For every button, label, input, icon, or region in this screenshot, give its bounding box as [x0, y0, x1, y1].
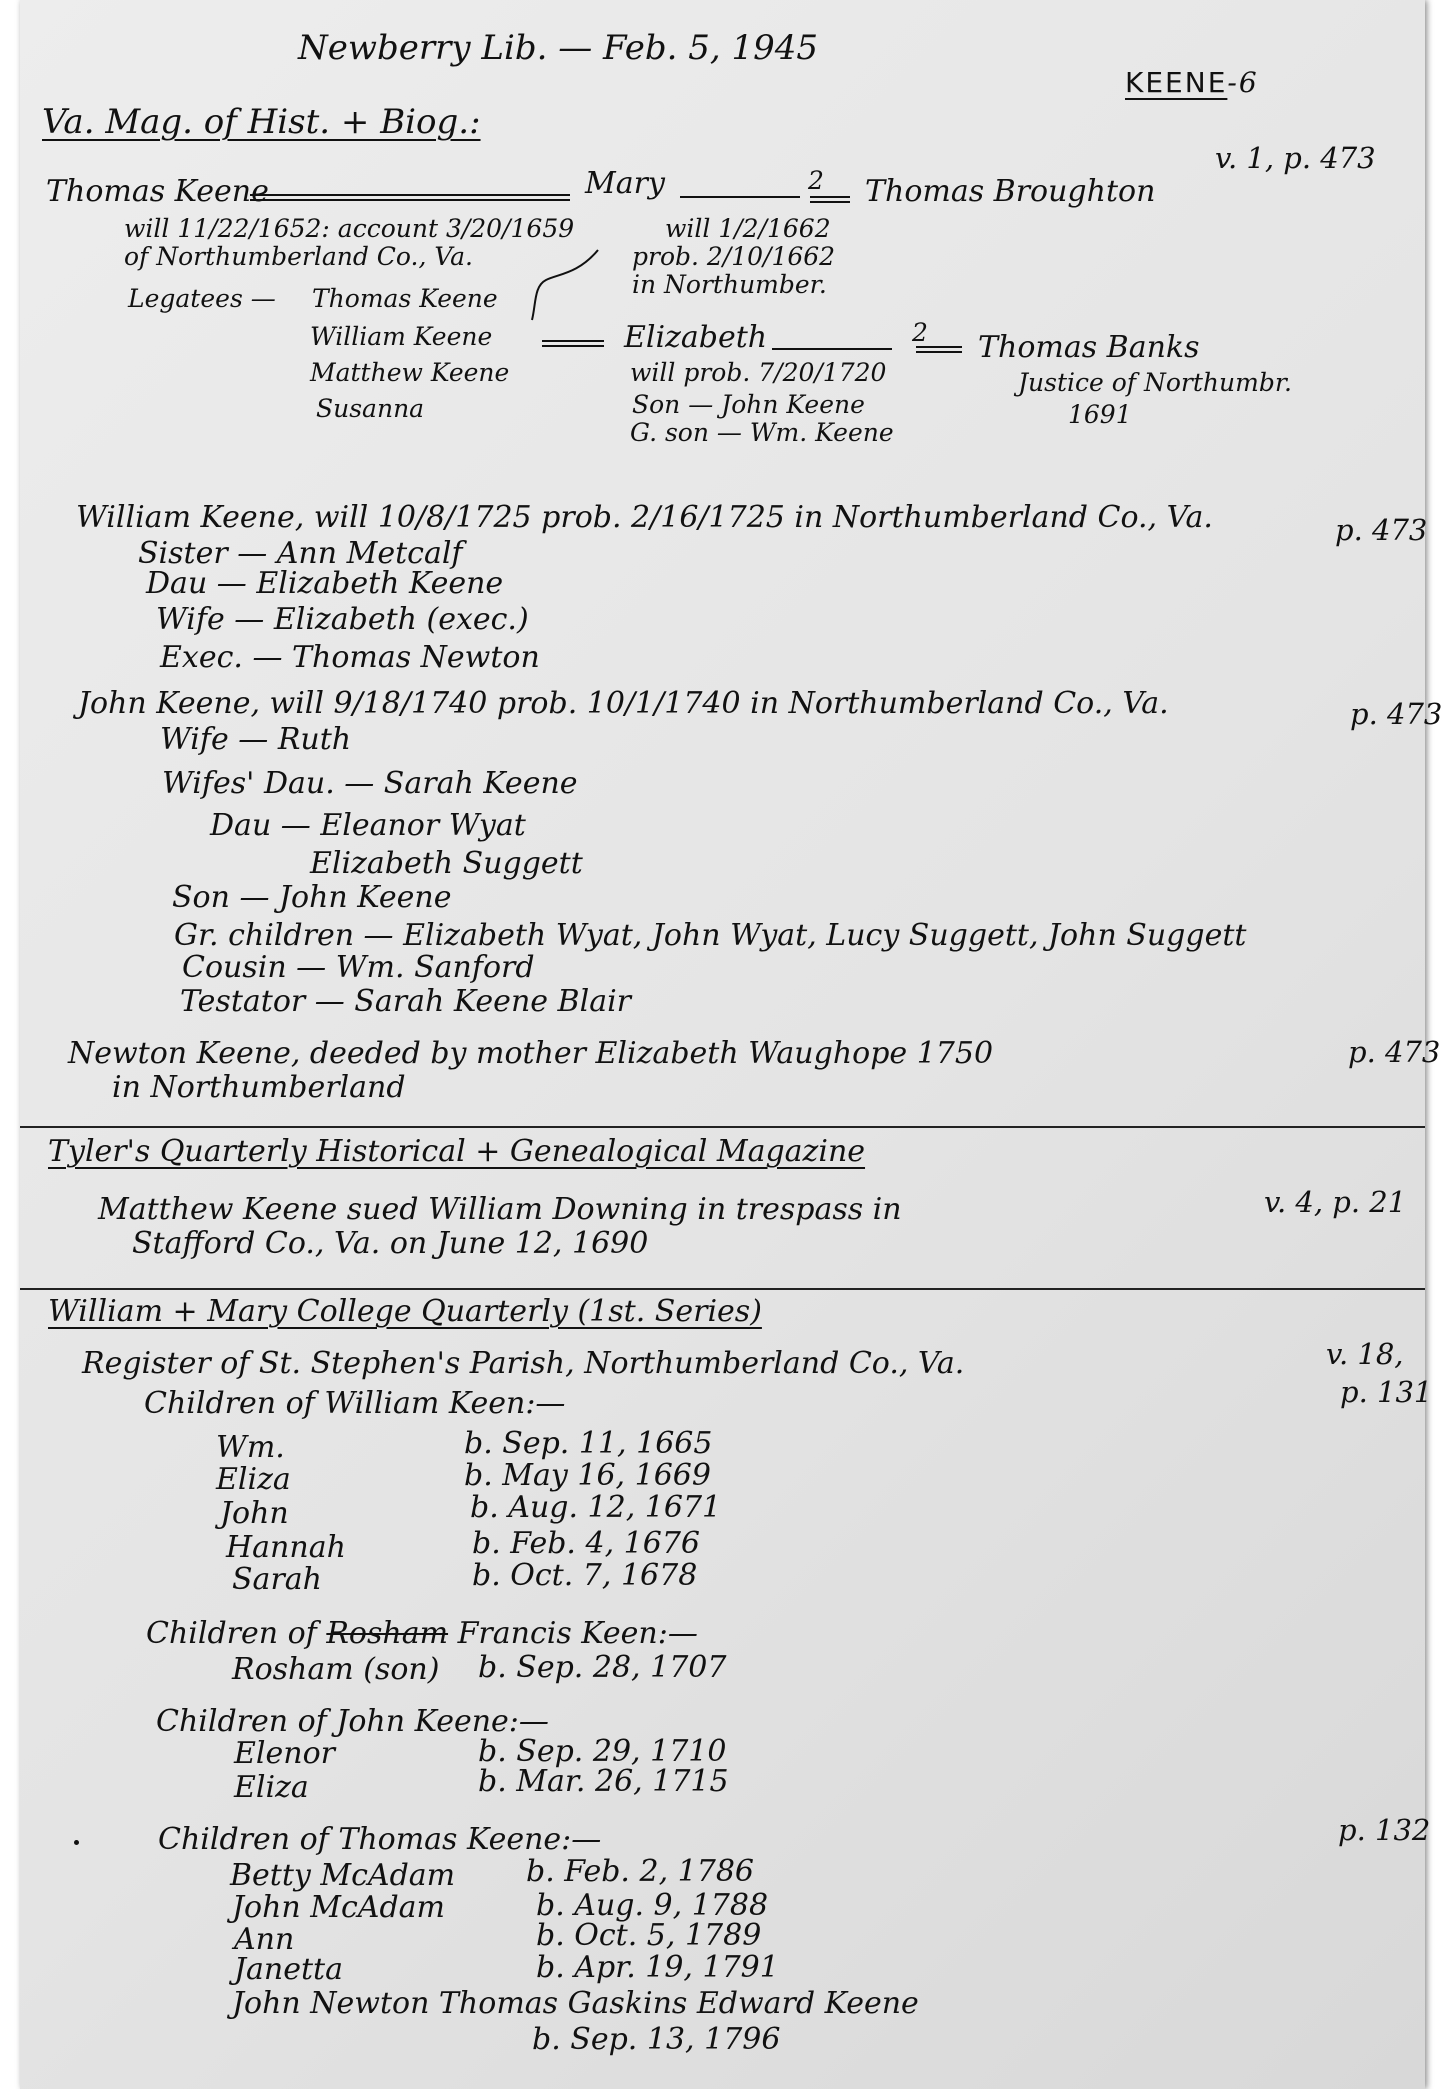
child-name: Rosham (son) — [232, 1652, 440, 1687]
john-item-wifes-dau: Wifes' Dau. — Sarah Keene — [162, 766, 578, 801]
child-date: b. Mar. 26, 1715 — [478, 1764, 729, 1799]
group-label-francis — [146, 1616, 698, 1652]
elizabeth-will: will prob. 7/20/1720 — [630, 358, 887, 387]
child-name: John — [220, 1496, 289, 1531]
child-date: b. Oct. 7, 1678 — [472, 1558, 698, 1593]
mary: Mary — [585, 166, 665, 201]
section-heading-wmq — [48, 1294, 762, 1330]
john-entry: John Keene, will 9/18/1740 prob. 10/1/1740 in Northumberland Co., Va. — [78, 686, 1169, 721]
ref-vmhb: v. 1, p. 473 — [1215, 141, 1376, 175]
ref-wmq-page: p. 131 — [1340, 1375, 1433, 1409]
margin-dot — [74, 1840, 79, 1845]
newton-entry-2: in Northumberland — [112, 1070, 406, 1105]
thomas-county: of Northumberland Co., Va. — [124, 242, 473, 271]
legatee-thomas: Thomas Keene — [312, 284, 498, 313]
group-label-william: Children of William Keen:— — [144, 1386, 566, 1421]
section-heading-vmhb — [42, 104, 481, 140]
child-name: Eliza — [234, 1770, 309, 1805]
child-name: Hannah — [226, 1530, 346, 1565]
john-item-dau-2: Elizabeth Suggett — [310, 846, 583, 881]
ref-john: p. 473 — [1350, 697, 1443, 731]
william-item-dau: Dau — Elizabeth Keene — [146, 566, 504, 601]
john-item-testator: Testator — Sarah Keene Blair — [180, 984, 632, 1019]
tylers-line-2: Stafford Co., Va. on June 12, 1690 — [132, 1226, 649, 1261]
child-name: John McAdam — [232, 1890, 445, 1925]
child-date: b. Sep. 28, 1707 — [478, 1650, 727, 1685]
group-label-john: Children of John Keene:— — [156, 1704, 549, 1739]
child-name: Sarah — [232, 1562, 322, 1597]
ref-wmq-vol: v. 18, — [1326, 1337, 1404, 1371]
mary-blank-line — [680, 196, 800, 198]
divider-2 — [20, 1288, 1425, 1290]
document-page — [20, 0, 1443, 2089]
marriage-line-elizabeth-banks — [916, 346, 962, 348]
marriage-line-mary-broughton — [810, 196, 850, 198]
marriage-line-william-elizabeth — [542, 340, 604, 342]
ref-william: p. 473 — [1335, 513, 1428, 547]
newton-entry: Newton Keene, deeded by mother Elizabeth Waughope 1750 — [68, 1036, 994, 1071]
wmq-register: Register of St. Stephen's Parish, Northumberland Co., Va. — [82, 1346, 965, 1381]
thomas-banks: Thomas Banks — [978, 330, 1200, 365]
child-date: b. Aug. 9, 1788 — [536, 1888, 769, 1923]
group-label-thomas: Children of Thomas Keene:— — [158, 1822, 602, 1857]
child-name: Janetta — [234, 1952, 343, 1987]
thomas-broughton: Thomas Broughton — [865, 174, 1156, 209]
mary-place: in Northumber. — [632, 270, 827, 299]
legatees-label: Legatees — — [128, 284, 276, 313]
tylers-heading-text: Tyler's Quarterly Historical + Genealogical Magazine — [48, 1134, 866, 1169]
william-item-sister: Sister — Ann Metcalf — [138, 536, 463, 571]
legatees-brace — [518, 244, 608, 324]
child-name: Eliza — [216, 1462, 291, 1497]
wmq-heading-text: William + Mary College Quarterly (1st. Series) — [48, 1294, 762, 1329]
mary-will: will 1/2/1662 — [665, 214, 831, 243]
banks-justice: Justice of Northumbr. — [1018, 368, 1292, 397]
divider-1 — [20, 1126, 1425, 1128]
child-date: b. May 16, 1669 — [464, 1458, 711, 1493]
surname-label — [1125, 66, 1259, 99]
elizabeth-son: Son — John Keene — [632, 390, 865, 419]
marriage-number-elizabeth: 2 — [912, 318, 928, 347]
marriage-number-mary: 2 — [808, 166, 824, 195]
marriage-line-thomas-mary — [250, 194, 570, 196]
john-item-wife: Wife — Ruth — [160, 722, 352, 757]
surname-suffix: -6 — [1227, 66, 1259, 99]
child-name: Elenor — [234, 1736, 335, 1771]
william-item-exec: Exec. — Thomas Newton — [160, 640, 540, 675]
mary-prob: prob. 2/10/1662 — [632, 242, 836, 271]
child-date: b. Aug. 12, 1671 — [470, 1490, 722, 1525]
vmhb-heading-text: Va. Mag. of Hist. + Biog.: — [42, 102, 481, 142]
struck-name: Rosham — [326, 1616, 449, 1651]
child-date: b. Sep. 11, 1665 — [464, 1426, 713, 1461]
john-item-cousin: Cousin — Wm. Sanford — [182, 950, 535, 985]
francis-label-pre: Children of — [146, 1616, 317, 1651]
child-date: b. Feb. 2, 1786 — [526, 1854, 754, 1889]
john-item-son: Son — John Keene — [172, 880, 452, 915]
ref-wmq-page-2: p. 132 — [1338, 1813, 1431, 1847]
elizabeth-gson: G. son — Wm. Keene — [630, 418, 894, 447]
elizabeth: Elizabeth — [624, 320, 768, 355]
banks-year: 1691 — [1068, 400, 1132, 429]
ref-newton: p. 473 — [1348, 1035, 1441, 1069]
child-date: b. Sep. 29, 1710 — [478, 1734, 727, 1769]
child-name: Ann — [234, 1922, 295, 1957]
page-title: Newberry Lib. — Feb. 5, 1945 — [298, 28, 819, 68]
thomas-will: will 11/22/1652: account 3/20/1659 — [124, 214, 575, 243]
william-entry: William Keene, will 10/8/1725 prob. 2/16/1725 in Northumberland Co., Va. — [76, 500, 1213, 535]
john-item-dau: Dau — Eleanor Wyat — [210, 808, 526, 843]
child-date: b. Apr. 19, 1791 — [536, 1950, 779, 1985]
francis-label-post: Francis Keen:— — [457, 1616, 698, 1651]
child-name: Betty McAdam — [230, 1858, 456, 1893]
ref-tylers: v. 4, p. 21 — [1264, 1185, 1407, 1219]
william-item-wife: Wife — Elizabeth (exec.) — [156, 602, 529, 637]
legatee-susanna: Susanna — [316, 394, 425, 423]
legatee-matthew: Matthew Keene — [310, 358, 510, 387]
surname-text: KEENE — [1125, 66, 1228, 99]
tylers-line-1: Matthew Keene sued William Downing in trespass in — [98, 1192, 902, 1227]
child-date: b. Feb. 4, 1676 — [472, 1526, 700, 1561]
legatee-william: William Keene — [310, 322, 493, 351]
child-name-full: John Newton Thomas Gaskins Edward Keene — [232, 1986, 919, 2021]
thomas-keene: Thomas Keene — [46, 174, 269, 209]
elizabeth-blank-line — [772, 348, 892, 350]
child-date: b. Sep. 13, 1796 — [532, 2022, 781, 2057]
child-date: b. Oct. 5, 1789 — [536, 1918, 762, 1953]
child-name: Wm. — [216, 1430, 285, 1465]
john-item-grandchildren: Gr. children — Elizabeth Wyat, John Wyat, Lucy Suggett, John Suggett — [174, 918, 1247, 953]
section-heading-tylers — [48, 1134, 865, 1170]
